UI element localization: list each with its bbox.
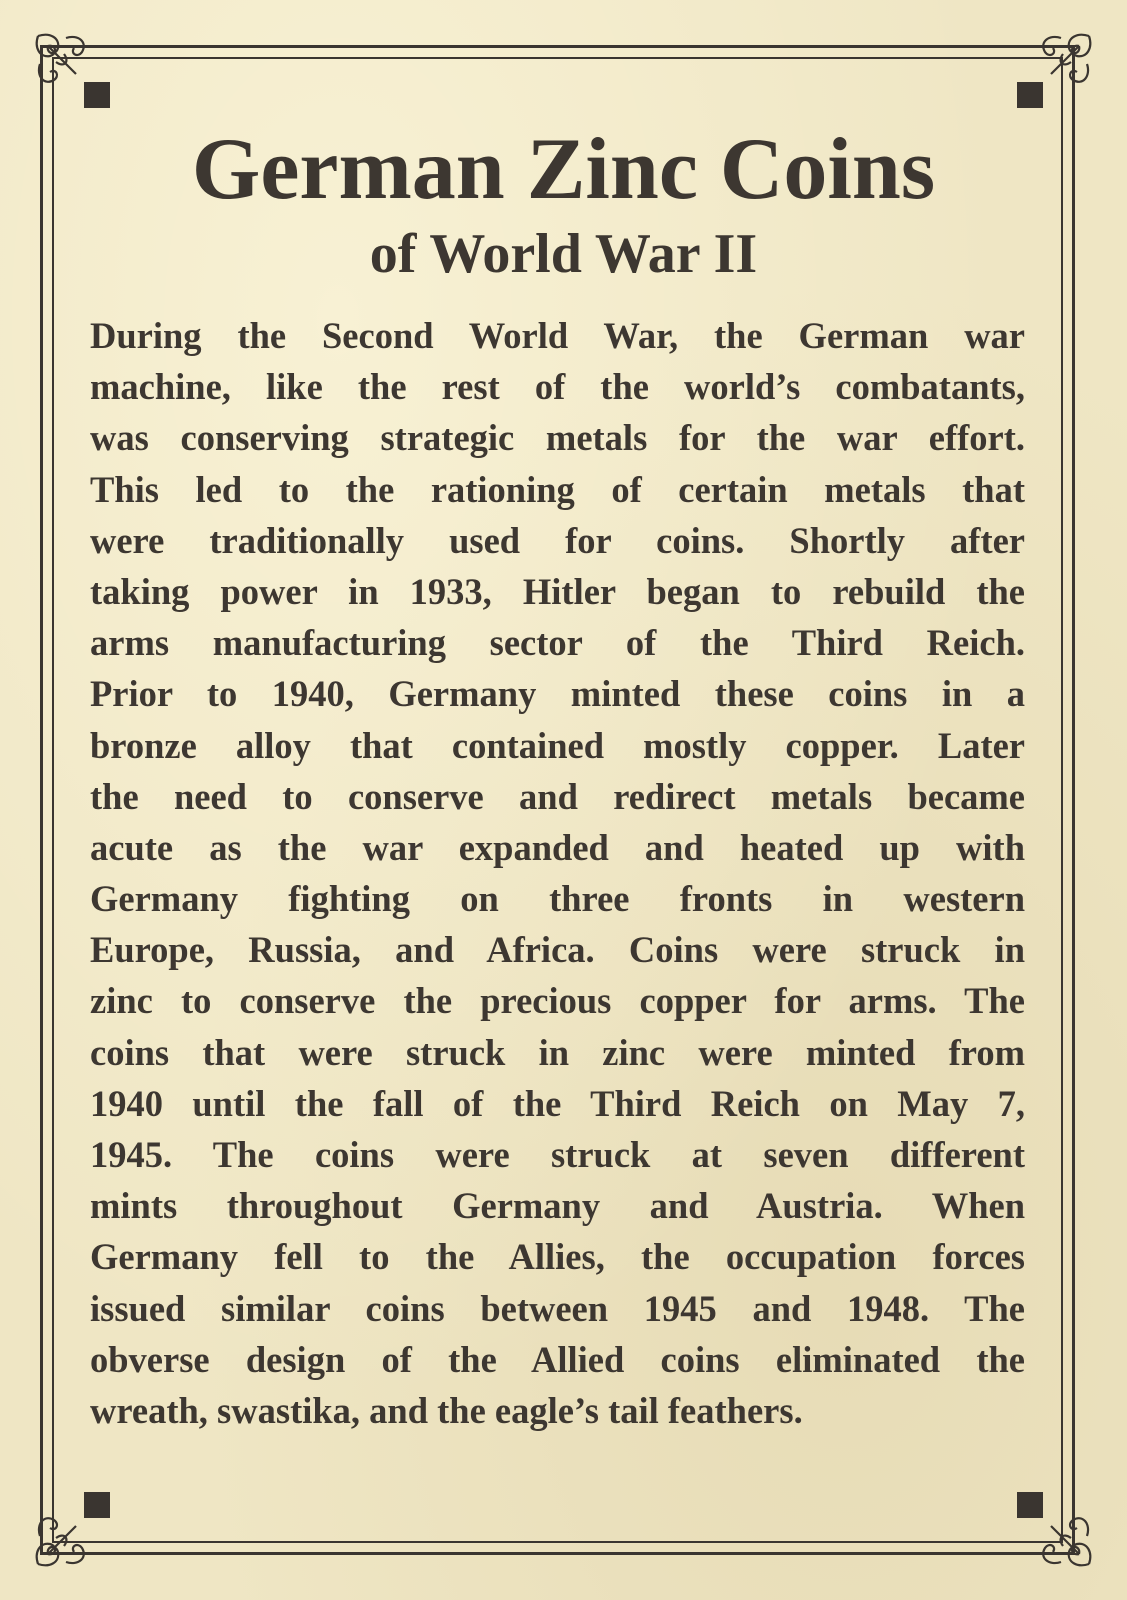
- body-line: This led to the rationing of certain metals that: [90, 468, 1025, 510]
- body-line: During the Second World War, the German war: [90, 315, 1025, 356]
- body-line: obverse design of the Allied coins eliminated the: [90, 1338, 1025, 1380]
- body-line: mints throughout Germany and Austria. When: [90, 1185, 1025, 1227]
- page-title: German Zinc Coins: [191, 121, 936, 218]
- body-line: issued similar coins between 1945 and 1948. The: [90, 1287, 1025, 1329]
- body-line: the need to conserve and redirect metals became: [90, 775, 1025, 817]
- body-line: arms manufacturing sector of the Third Reich.: [90, 622, 1025, 664]
- body-line: taking power in 1933, Hitler began to rebuild the: [90, 570, 1025, 612]
- body-line: was conserving strategic metals for the war effort.: [90, 417, 1025, 459]
- corner-ornament-bottom-right: [1005, 1480, 1097, 1572]
- page-subtitle: of World War II: [369, 223, 758, 285]
- body-line: coins that were struck in zinc were minted from: [90, 1031, 1025, 1073]
- body-line: zinc to conserve the precious copper for arms. The: [90, 980, 1025, 1022]
- body-line: acute as the war expanded and heated up with: [90, 826, 1025, 868]
- body-line: 1945. The coins were struck at seven different: [90, 1134, 1025, 1175]
- body-line: Germany fighting on three fronts in western: [90, 878, 1025, 920]
- body-line: were traditionally used for coins. Shortly after: [90, 519, 1025, 561]
- body-line: bronze alloy that contained mostly copper. Later: [90, 724, 1025, 766]
- corner-ornament-top-left: [30, 28, 122, 120]
- corner-ornament-top-right: [1005, 28, 1097, 120]
- body-line: machine, like the rest of the world’s combatants,: [90, 366, 1025, 408]
- body-line: Prior to 1940, Germany minted these coins in a: [90, 673, 1025, 715]
- body-line: 1940 until the fall of the Third Reich on May 7,: [90, 1082, 1025, 1124]
- body-line: wreath, swastika, and the eagle’s tail feathers.: [90, 1389, 803, 1431]
- body-line: Europe, Russia, and Africa. Coins were struck in: [90, 929, 1025, 971]
- body-paragraph: [90, 310, 1025, 1436]
- corner-ornament-bottom-left: [30, 1480, 122, 1572]
- body-line: Germany fell to the Allies, the occupation forces: [90, 1236, 1025, 1278]
